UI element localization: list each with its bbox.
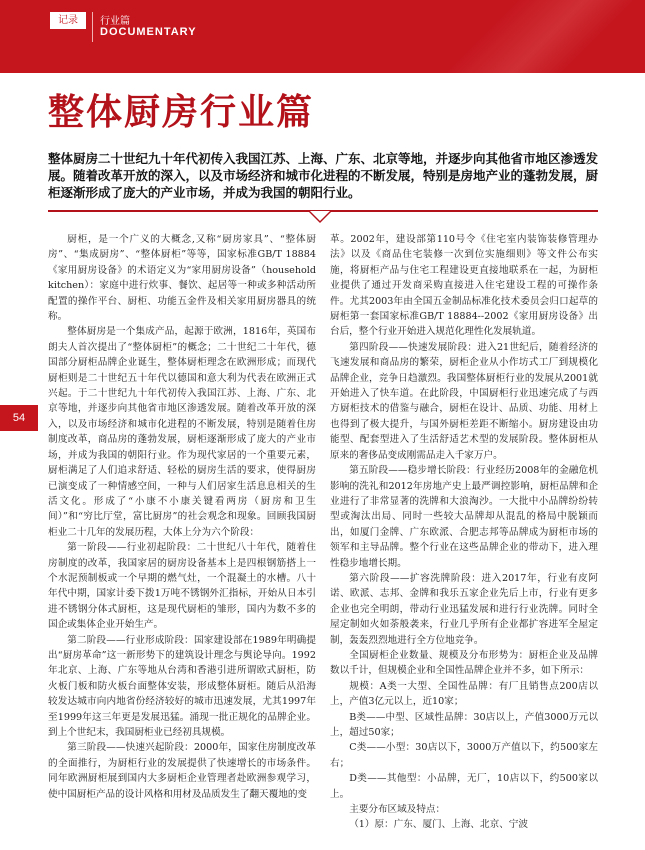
lead-paragraph: 整体厨房二十世纪九十年代初传入我国江苏、上海、广东、北京等地，并逐步向其他省市地区渗透发展。随着改革开放的深入，以及市场经济和城市化进程的不断发展，特别是房地产业的蓬勃发展，厨柜逐渐形成了庞大的产业市场，并成为我国的朝阳行业。: [48, 151, 599, 200]
body-paragraph: （1）原：广东、厦门、上海、北京、宁波: [349, 819, 528, 831]
page-number: 54: [0, 405, 38, 431]
body-paragraph: 主要分布区域及特点：: [349, 804, 446, 816]
body-paragraph: 第一阶段——行业初起阶段：二十世纪八十年代，随着住房制度的改革，我国家居的厨房设备基本上是四根钢筋搭上一个水泥预制板或一个早期的燃气灶，一个混凝土的水槽。八十年代中期，国家计委下拨1万吨不锈钢外汇指标，开始从日本引进不锈钢分体式厨柜，这是现代厨柜的雏形，国内为数不多的国企或集体企业开始生产。: [48, 542, 316, 631]
body-paragraph: 第四阶段——快速发展阶段：进入21世纪后，随着经济的飞速发展和商品房的繁荣，厨柜企业从小作坊式工厂到规模化品牌企业，竞争日趋激烈。我国整体厨柜行业的发展从2001就开始进入了快车道。在此阶段，中国厨柜行业迅速完成了与西方厨柜技术的借鉴与融合，厨柜在设计、品质、功能、用材上也得到了极大提升，与国外厨柜差距不断缩小。厨房建设由功能型、配套型进入了生活舒适艺术型的发展阶段。整体厨柜从原来的奢侈品变成刚需品走入千家万户。: [330, 341, 598, 461]
body-paragraph: 厨柜，是一个广义的大概念,又称“厨房家具”、“整体厨房”、“集成厨房”、“整体厨柜”等等，国家标准GB/T 18884《家用厨房设备》的术语定义为“家用厨房设备”（household kitchen）：家庭中进行炊事、餐饮、起居等一种或多种活动所配置的操作平台、厨柜、功能五金件及相关家用厨房器具的统称。: [48, 234, 316, 323]
header-divider: [92, 12, 93, 42]
rule-notch-inner: [310, 211, 330, 221]
body-paragraph: 第二阶段——行业形成阶段：国家建设部在1989年明确提出“厨房革命”这一新形势下的建筑设计理念与舆论导向。1992年北京、上海、广东等地从台湾和香港引进所谓欧式厨柜，防火板门板和防火板台面整体安装，形成整体厨柜。随后从沿海较发达城市向内地省份经济较好的城市迅速发展，尤其1997年至1999年这三年更是发展迅猛。涌现一批正规化的品牌企业。到上个世纪末，我国厨柜业已经初具规模。: [48, 634, 316, 738]
header-band: [0, 0, 645, 73]
body-paragraph: 第六阶段——扩容洗牌阶段：进入2017年，行业有皮阿诺、欧派、志邦、金牌和我乐五家企业先后上市，行业有更多企业也完全明朗，带动行业迅猛发展和进行行业洗牌。同时全屋定制如火如荼般袭来，行业几乎所有企业都扩容进军全屋定制，轰轰烈烈地进行全方位地竞争。: [330, 572, 598, 646]
header-decoration: [385, 0, 645, 73]
body-paragraph: B类——中型、区域性品牌：30店以上，产值3000万元以上，超过50家；: [330, 711, 598, 738]
body-paragraph: D类——其他型：小品牌，无厂，10店以下，约500家以上。: [330, 773, 598, 800]
body-paragraph: 第三阶段——快速兴起阶段：2000年，国家住房制度改革的全面推行，为厨柜行业的发展提供了快速增长的市场条件。同年欧洲厨柜展到国内大多厨柜企业管理者赴欧洲参观学习，使中国厨柜产品的设计风格和用材及品质发生了翻天覆地的变: [48, 742, 316, 800]
section-name-en: DOCUMENTARY: [100, 26, 197, 38]
body-paragraph: 整体厨房是一个集成产品，起源于欧洲，1816年，英国布朗夫人首次提出了“整体厨柜”的概念；二十世纪二十年代，德国部分厨柜品牌企业诞生，整体厨柜理念在欧洲形成；而现代厨柜则是二十世纪五十年代以德国和意大利为代表在欧洲正式兴起。于二十世纪九十年代初传入我国江苏、上海、广东、北京等地，并逐步向其他省市地区渗透发展。随着改革开放的深入，以及市场经济和城市化进程的不断发展，特别是随着住房制度改革，商品房的蓬勃发展，厨柜逐渐形成了庞大的产业市场，并成为我国的朝阳行业。作为现代家居的一个重要元素，厨柜满足了人们追求舒适、轻松的厨房生活的要求，使得厨房已演变成了一种情感空间，一种与人们居家生活息息相关的生活文化。形成了“小康不小康关键看两房（厨房和卫生间）”和“穷比厅堂，富比厨房”的社会观念和现象。回顾我国厨柜业二十几年的发展历程，大体上分为六个阶段：: [48, 326, 316, 538]
body-column-left: [48, 232, 316, 844]
body-paragraph: 第五阶段——稳步增长阶段：行业经历2008年的金融危机影响的洗礼和2012年房地产史上最严调控影响，厨柜品牌和企业进行了非常显著的洗牌和大浪淘沙。一大批中小品牌纷纷转型或淘汰出局、同时一些较大品牌却从混乱的格局中脱颖而出，如厦门金牌、广东欧派、合肥志邦等品牌成为厨柜市场的领军和主导品牌。整个行业在这些品牌企业的带动下，进入理性稳步地增长期。: [330, 465, 598, 569]
section-name-zh: 行业篇: [100, 16, 130, 27]
body-column-right: [330, 232, 598, 844]
article-title: 整体厨房行业篇: [48, 91, 315, 133]
body-paragraph: C类——小型：30店以下，3000万产值以下，约500家左右；: [330, 742, 598, 769]
body-paragraph: 规模：A类一大型、全国性品牌：有厂且销售点200店以上，产值3亿元以上，近10家；: [330, 680, 598, 708]
column-ribbon: 记录: [50, 12, 86, 29]
body-paragraph: 革。2002年，建设部第110号令《住宅室内装饰装修管理办法》以及《商品住宅装修一次到位实施细则》等文件公布实施，将厨柜产品与住宅工程建设更直接地联系在一起，为厨柜业提供了通过开发商采购直接进入住宅建设工程的可操作条件。尤其2003年由全国五金制品标准化技术委员会归口起草的厨柜第一套国家标准GB/T 18884--2002《家用厨房设备》出台后，整个行业开始进入规范化理性化发展轨道。: [330, 234, 598, 338]
body-paragraph: 全国厨柜企业数量、规模及分布形势为：厨柜企业及品牌数以千计，但规模企业和全国性品牌企业并不多，如下所示：: [330, 649, 598, 677]
